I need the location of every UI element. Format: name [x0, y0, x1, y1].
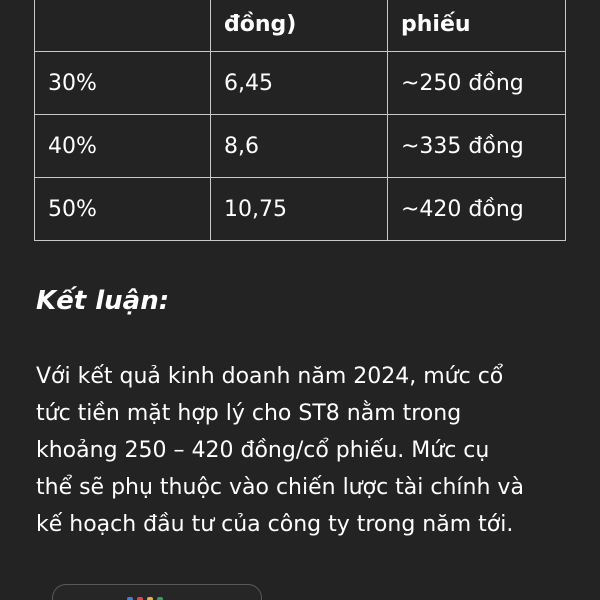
table-header-row: [35, 0, 566, 52]
conclusion-paragraph: [36, 358, 576, 543]
conclusion-line: thể sẽ phụ thuộc vào chiến lược tài chính và: [36, 475, 524, 500]
table-row: [35, 52, 566, 115]
amount-cell: 8,6: [211, 115, 388, 178]
sources-pill-button[interactable]: [52, 584, 262, 600]
ratio-cell: 50%: [35, 178, 211, 241]
dividend-cell: ~335 đồng: [388, 115, 566, 178]
conclusion-line: khoảng 250 – 420 đồng/cổ phiếu. Mức cụ: [36, 438, 490, 463]
conclusion-heading: Kết luận:: [36, 286, 170, 316]
table-row: [35, 115, 566, 178]
amount-cell: 6,45: [211, 52, 388, 115]
header-cell-dividend: phiếu: [388, 0, 566, 52]
dividend-cell: ~420 đồng: [388, 178, 566, 241]
dividend-cell: ~250 đồng: [388, 52, 566, 115]
amount-cell: 10,75: [211, 178, 388, 241]
header-cell-amount: đồng): [211, 0, 388, 52]
ratio-cell: 30%: [35, 52, 211, 115]
dividend-table: [34, 0, 566, 241]
header-cell-ratio: [35, 0, 211, 52]
table-row: [35, 178, 566, 241]
conclusion-line: kế hoạch đầu tư của công ty trong năm tới.: [36, 512, 514, 537]
conclusion-line: tức tiền mặt hợp lý cho ST8 nằm trong: [36, 401, 462, 426]
ratio-cell: 40%: [35, 115, 211, 178]
conclusion-line: Với kết quả kinh doanh năm 2024, mức cổ: [36, 364, 504, 389]
